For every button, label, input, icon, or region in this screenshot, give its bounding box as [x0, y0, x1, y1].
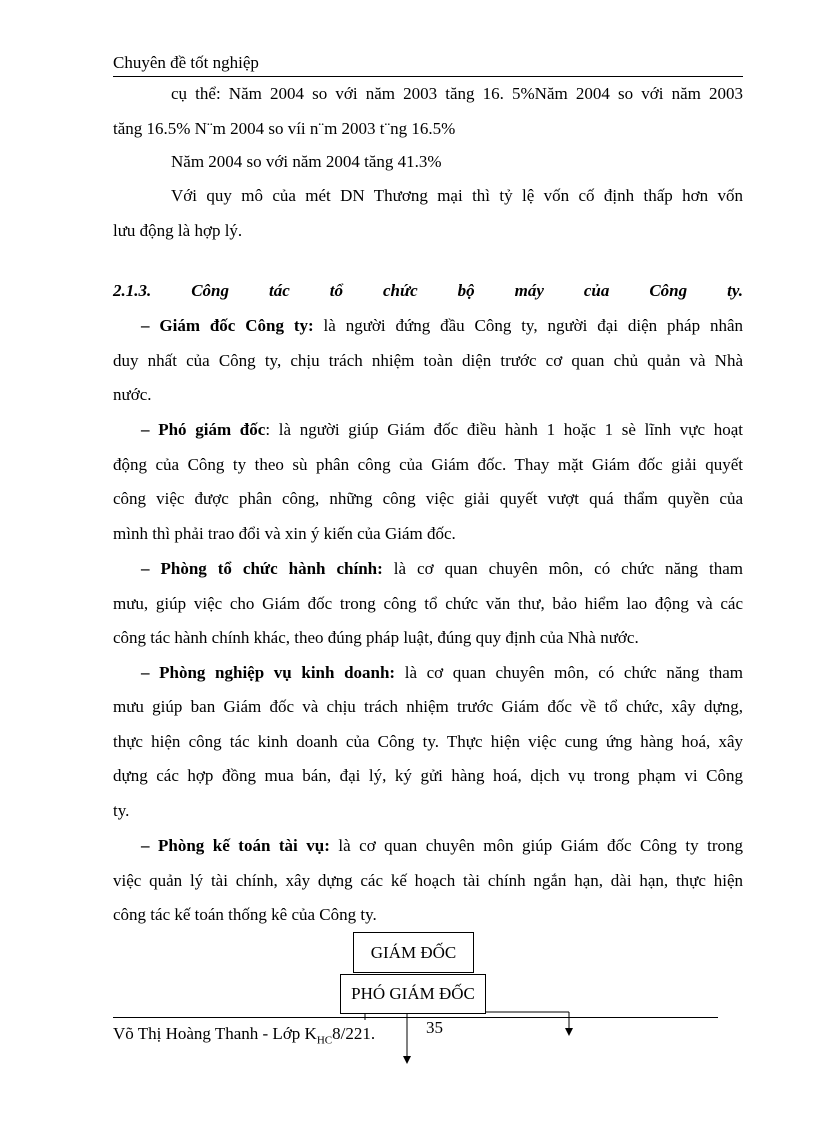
org-box-deputy: PHÓ GIÁM ĐỐC	[340, 974, 486, 1014]
item-director-line3: nước.	[113, 385, 152, 404]
footer-author	[113, 1024, 375, 1046]
item-admin-text: là cơ quan chuyên môn, có chức năng tham	[382, 559, 744, 578]
footer-author-name: Võ Thị Hoàng Thanh - Lớp K	[113, 1024, 317, 1043]
item-business-line3: thực hiện công tác kinh doanh của Công ty. Thực hiện việc cung ứng hàng hoá, xây	[113, 732, 743, 751]
item-business-label: – Phòng nghiệp vụ kinh doanh:	[141, 663, 396, 682]
para-growth-2004: Năm 2004 so với năm 2004 tăng 41.3%	[171, 152, 442, 171]
heading-word: Công	[649, 281, 688, 300]
item-accounting-label: – Phòng kế toán tài vụ:	[141, 836, 330, 855]
heading-word: máy	[514, 281, 544, 300]
org-box-director: GIÁM ĐỐC	[353, 932, 474, 973]
para-growth-line2: tăng 16.5% N¨m 2004 so víi n¨m 2003 t¨ng 16.5%	[113, 119, 456, 138]
footer-class-sub: HC	[316, 1034, 333, 1047]
heading-word: tác	[268, 281, 290, 300]
footer-rule	[113, 1017, 718, 1018]
item-business-line2: mưu giúp ban Giám đốc và chịu trách nhiệm trước Giám đốc về tổ chức, xây dựng,	[113, 697, 743, 716]
item-deputy-line2: động của Công ty theo sù phân công của Giám đốc. Thay mặt Giám đốc giải quyết	[113, 455, 743, 474]
heading-word: chức	[382, 281, 418, 300]
item-accounting-line2: việc quản lý tài chính, xây dựng các kế hoạch tài chính ngắn hạn, dài hạn, thực hiện	[113, 871, 743, 890]
item-business-line4: dựng các hợp đồng mua bán, đại lý, ký gửi hàng hoá, dịch vụ trong phạm vi Công	[113, 766, 743, 785]
arrow-right-icon	[565, 1028, 573, 1036]
item-deputy-label: – Phó giám đốc	[141, 420, 266, 439]
para-scale-line1: Với quy mô của mét DN Thương mại thì tỷ lệ vốn cố định thấp hơn vốn	[171, 186, 743, 205]
item-accounting-line3: công tác kế toán thống kê của Công ty.	[113, 905, 377, 924]
item-deputy-line3: công việc được phân công, những công việc giải quyết vượt quá thẩm quyền của	[113, 489, 743, 508]
item-deputy-line4: mình thì phải trao đổi và xin ý kiến của Giám đốc.	[113, 524, 456, 543]
item-director-line2: duy nhất của Công ty, chịu trách nhiệm toàn diện trước cơ quan chủ quản và Nhà	[113, 351, 743, 370]
item-business-line5: ty.	[113, 801, 130, 820]
footer-class-code: 8/221.	[332, 1024, 376, 1043]
para-growth-line1: cụ thể: Năm 2004 so với năm 2003 tăng 16. 5%Năm 2004 so với năm 2003	[171, 84, 743, 103]
arrow-center-bottom-icon	[403, 1056, 411, 1064]
item-director-label: – Giám đốc Công ty:	[141, 316, 314, 335]
page-number: 35	[426, 1018, 443, 1037]
item-admin-label: – Phòng tổ chức hành chính:	[141, 559, 383, 578]
item-business-text: là cơ quan chuyên môn, có chức năng tham	[395, 663, 743, 682]
item-admin-line2: mưu, giúp việc cho Giám đốc trong công tổ chức văn thư, bảo hiểm lao động và các	[113, 594, 743, 613]
heading-word: ty.	[727, 281, 743, 300]
heading-word: 2.1.3.	[113, 281, 152, 300]
page-header-title: Chuyên đề tốt nghiệp	[113, 53, 259, 72]
heading-word: Công	[191, 281, 230, 300]
heading-word: của	[583, 281, 610, 300]
para-scale-line2: lưu động là hợp lý.	[113, 221, 243, 240]
heading-word: tổ	[329, 281, 343, 300]
item-admin-line3: công tác hành chính khác, theo đúng pháp luật, đúng quy định của Nhà nước.	[113, 628, 639, 647]
item-accounting-text: là cơ quan chuyên môn giúp Giám đốc Công ty trong	[329, 836, 743, 855]
item-deputy-text: : là người giúp Giám đốc điều hành 1 hoặc 1 sè lĩnh vực hoạt	[265, 420, 743, 439]
item-director-text: là người đứng đầu Công ty, người đại diện pháp nhân	[313, 316, 744, 335]
heading-word: bộ	[457, 281, 475, 300]
